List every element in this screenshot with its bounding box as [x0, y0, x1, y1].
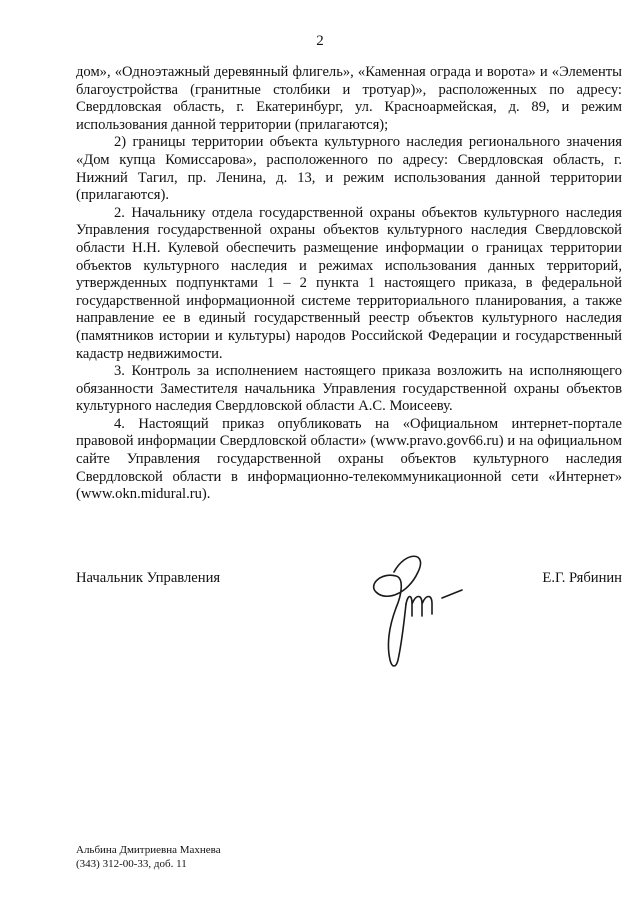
- paragraph-continuation: дом», «Одноэтажный деревянный флигель», «Каменная ограда и ворота» и «Элементы благоустройства (гранитные столбики и тротуар)», расположенных по адресу: Свердловская область, г. Екатеринбург, ул. Красноармейская, д. 89, и режим использования данной территории (прилагаются);: [76, 64, 622, 133]
- paragraph-subitem-2: 2) границы территории объекта культурного наследия регионального значения «Дом купца Комиссарова», расположенного по адресу: Свердловская область, г. Нижний Тагил, пр. Ленина, д. 13, и режим использования данной территории (прилагаются).: [76, 134, 622, 204]
- signatory-name: Е.Г. Рябинин: [542, 570, 622, 586]
- signatory-title: Начальник Управления: [76, 570, 221, 586]
- paragraph-item-4: 4. Настоящий приказ опубликовать на «Официальном интернет-портале правовой информации Свердловской области» (www.pravo.gov66.ru) и на официальном сайте Управления государственной охраны объектов культурного наследия Свердловской области в информационно-телекоммуникационной сети «Интернет» (www.okn.midural.ru).: [76, 415, 622, 503]
- paragraph-item-2: 2. Начальнику отдела государственной охраны объектов культурного наследия Управления государственной охраны объектов культурного наследия Свердловской области Н.Н. Кулевой обеспечить размещение информации о границах территории объектов культурного наследия и режимах использования данных территорий, утвержденных подпунктами 1 – 2 пункта 1 настоящего приказа, в федеральной государственной информационной системе территориального планирования, а также направление ее в единый государственный реестр объектов культурного наследия (памятников истории и культуры) народов Российской Федерации и государственный кадастр недвижимости.: [76, 204, 622, 362]
- paragraph-item-3: 3. Контроль за исполнением настоящего приказа возложить на исполняющего обязанности Заместителя начальника Управления государственной охраны объектов культурного наследия Свердловской области А.С. Моисееву.: [76, 363, 622, 415]
- executor-name: Альбина Дмитриевна Махнева: [76, 844, 221, 856]
- executor-info: [76, 844, 221, 871]
- document-body: [76, 64, 622, 504]
- page-number: 2: [316, 33, 324, 49]
- signature-block: [76, 566, 622, 686]
- handwritten-signature: [346, 542, 486, 682]
- executor-phone: (343) 312-00-33, доб. 11: [76, 857, 187, 870]
